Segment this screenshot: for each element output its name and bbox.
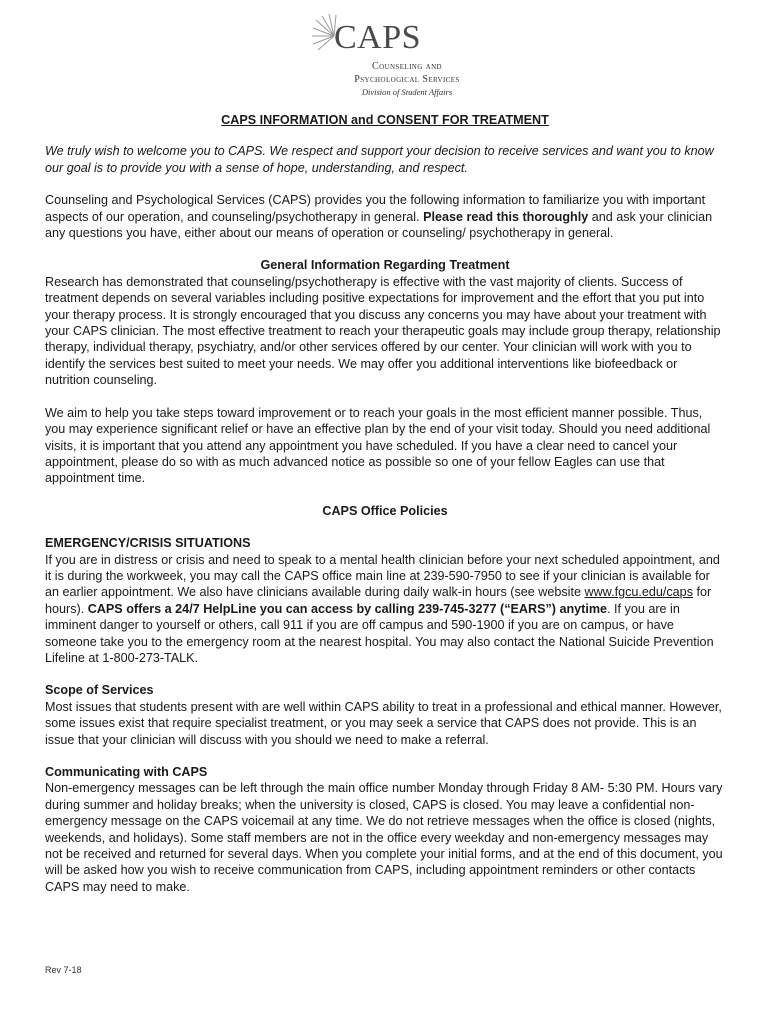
- logo-wordmark: CAPS: [334, 19, 422, 56]
- communicating-paragraph: Non-emergency messages can be left through the main office number Monday through Friday 8 AM- 5:30 PM. Hours vary during summer and holiday breaks; when the university is closed, CAPS is closed. You may leave a confidential non-emergency message on the CAPS voicemail at any time. We do not retrieve messages when the office is closed (nights, weekends, and holidays). Some staff members are not in the office every weekday and non-emergency messages may not be received and returned for several days. When you complete your initial forms, and at the end of this document, you will be asked how you wish to receive communication from CAPS, including appointment reminders or other contacts CAPS may need to make.: [45, 781, 723, 894]
- scope-paragraph: Most issues that students present with are well within CAPS ability to treat in a professional and ethical manner. However, some issues exist that require specialist treatment, or you may seek a service that CAPS does not provide. This is an issue that your clinician will discuss with you should we need to make a referral.: [45, 699, 722, 747]
- general-info-heading: General Information Regarding Treatment: [260, 258, 510, 273]
- emergency-text-a: If you are in distress or crisis and need to speak to a mental health clinician before your next scheduled appointment, and it is during the workweek, you may call the CAPS office main line at 239-590-7950 to see if your clinician is available for an earlier appointment. We also have clinicians available during daily walk-in hours (see website: [45, 552, 720, 600]
- intro-text-b: and ask your clinician any questions you have, either about our means of operation or counseling/ psychotherapy in general.: [45, 209, 713, 241]
- logo-line-3: Division of Student Affairs: [361, 87, 453, 97]
- intro-emphasis: Please read this thoroughly: [423, 209, 589, 224]
- scope-heading: Scope of Services: [45, 683, 154, 698]
- emergency-text-b: for hours).: [45, 585, 712, 616]
- intro-paragraph: [45, 192, 725, 241]
- caps-website-link[interactable]: www.fgcu.edu/caps: [584, 585, 693, 600]
- welcome-paragraph: We truly wish to welcome you to CAPS. We respect and support your decision to receive services and want you to know our goal is to provide you with a sense of hope, understanding, and respect.: [45, 144, 714, 175]
- emergency-paragraph: [45, 552, 725, 667]
- general-info-paragraph-1: Research has demonstrated that counseling/psychotherapy is effective with the vast majority of clients. Success of treatment depends on several variables including positive expectations for improvement and the effort that you put into your therapy process. It is strongly encouraged that you discuss any concerns you may have about your treatment with your CAPS clinician. The most effective treatment to reach your therapeutic goals may include group therapy, relationship therapy, individual therapy, psychiatry, and/or other services offered by our center. Your clinician will work with you to identify the services best suited to meet your needs. We may offer you additional interventions like biofeedback or nutrition counseling.: [45, 274, 721, 388]
- intro-text-a: Counseling and Psychological Services (CAPS) provides you the following information to familiarize you with important aspects of our operation, and counseling/psychotherapy in general.: [45, 193, 706, 224]
- caps-logo: [312, 14, 472, 100]
- revision-label: Rev 7-18: [45, 965, 82, 975]
- document-title: CAPS INFORMATION and CONSENT FOR TREATMENT: [221, 113, 549, 127]
- general-info-paragraph-2: We aim to help you take steps toward improvement or to reach your goals in the most efficient manner possible. Thus, you may experience significant relief or have an effective plan by the end of your visit today. Should you need additional visits, it is important that you attend any appointment you have scheduled. If you have a clear need to cancel your appointment, please do so with as much advanced notice as possible so one of your fellow Eagles can use that appointment time.: [45, 405, 711, 486]
- office-policies-heading: CAPS Office Policies: [322, 503, 448, 518]
- logo-line-1: Counseling and: [372, 61, 442, 72]
- communicating-heading: Communicating with CAPS: [45, 765, 208, 779]
- emergency-heading: EMERGENCY/CRISIS SITUATIONS: [45, 536, 251, 551]
- helpline-emphasis: CAPS offers a 24/7 HelpLine you can access by calling 239-745-3277 (“EARS”) anytime: [87, 601, 608, 616]
- logo-line-2: Psychological Services: [354, 74, 460, 85]
- emergency-text-c: . If you are in imminent danger to yourself or others, call 911 if you are off campus and 590-1900 if you are on campus, or have someone take you to the emergency room at the nearest hospital. You may also contact the National Suicide Prevention Lifeline at 1-800-273-TALK.: [45, 601, 714, 665]
- document-body: [45, 112, 725, 911]
